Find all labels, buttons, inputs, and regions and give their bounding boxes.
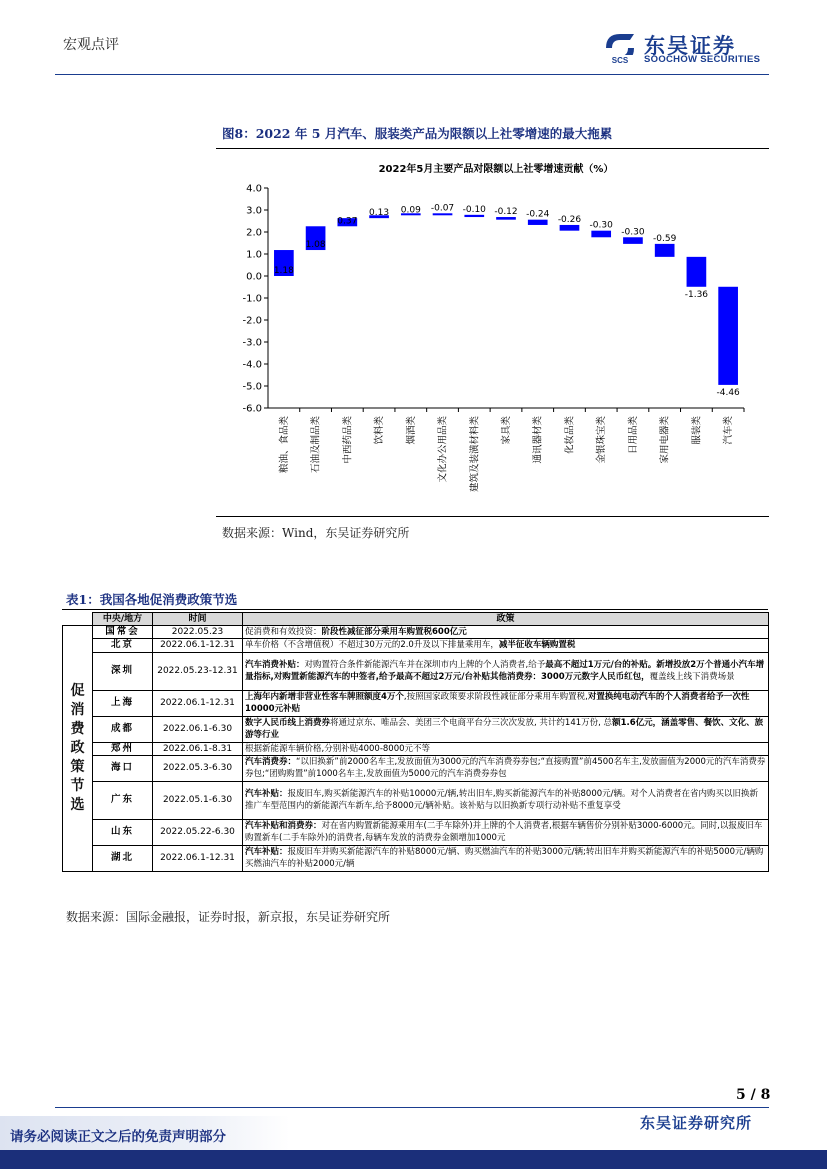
policy-cell: [243, 716, 769, 742]
chart-bar: [560, 225, 580, 231]
header-divider: [55, 74, 769, 75]
y-tick-label: -6.0: [242, 403, 262, 415]
policy-text: 促消费和有效投资：: [245, 627, 322, 637]
time-cell: 2022.06.1-6.30: [153, 716, 243, 742]
category-label: 服装类: [691, 416, 703, 445]
svg-text:SCS: SCS: [611, 56, 629, 65]
data-label: -0.12: [494, 207, 518, 218]
side-label-char: 节: [70, 777, 85, 794]
table-row: [63, 716, 769, 742]
side-label-char: 选: [70, 796, 85, 813]
side-label-char: 费: [70, 720, 85, 737]
policy-highlight: 阶段性减征部分乘用车购置税600亿元: [321, 627, 467, 637]
figure-source: 数据来源：Wind，东吴证券研究所: [222, 526, 410, 540]
category-label: 建筑及装潢材料类: [469, 416, 481, 493]
policy-text: 对在省内购置新能源乘用车(二手车除外)并上牌的个人消费者,根据车辆售价分别补贴3000-6000元。同时,以报废旧车购置新车(二手车除外)的消费者,每辆车发放的消费券金额增加1000元: [245, 821, 763, 844]
chart-bar: [623, 237, 643, 244]
side-label-char: 促: [70, 682, 85, 699]
table-row: [63, 755, 769, 781]
side-label-char: 政: [70, 739, 85, 756]
chart-bar: [496, 217, 516, 220]
data-label: -0.10: [462, 204, 486, 215]
region-cell: 北京: [93, 639, 153, 652]
region-cell: 海口: [93, 755, 153, 781]
time-cell: 2022.06.1-12.31: [153, 845, 243, 871]
policy-cell: [243, 742, 769, 755]
footer-disclaimer: 请务必阅读正文之后的免责声明部分: [10, 1129, 226, 1145]
data-label: -1.36: [684, 289, 709, 300]
region-cell: 深圳: [93, 652, 153, 690]
policy-highlight: 给予最高不超过2万元/台补贴: [378, 672, 490, 683]
policy-highlight: 额1.6亿元，涵盖零售、餐饮、文化、旅游等行业: [245, 717, 764, 741]
policy-text: 根据新能源车辆价格,分别补贴4000-8000元不等: [245, 743, 431, 754]
data-label: -0.24: [526, 209, 550, 220]
table-caption: 表1：我国各地促消费政策节选: [66, 592, 238, 607]
header-region: 中央/地方: [93, 613, 153, 626]
policy-highlight: 汽车消费补贴：: [245, 659, 305, 670]
table-header-row: [63, 613, 769, 626]
policy-cell: [243, 690, 769, 716]
policy-highlight: 汽车补贴：: [245, 847, 288, 858]
table-row: [63, 819, 769, 845]
y-tick-label: -4.0: [242, 359, 262, 371]
side-label-char: 消: [70, 701, 85, 718]
chart-plot-area: [242, 184, 744, 493]
report-type: 宏观点评: [63, 37, 119, 53]
region-cell: 郑州: [93, 742, 153, 755]
policy-highlight: 汽车补贴：: [245, 789, 288, 800]
category-label: 烟酒类: [405, 416, 417, 445]
logo-english-name: SOOCHOW SECURITIES: [644, 54, 761, 65]
chart-bar: [528, 220, 548, 225]
policy-cell: [243, 626, 769, 639]
table-row: [63, 845, 769, 871]
time-cell: 2022.05.22-6.30: [153, 819, 243, 845]
side-label-char: 策: [70, 758, 85, 775]
time-cell: 2022.05.23: [153, 626, 243, 639]
policy-highlight: 减半征收车辆购置税: [498, 640, 576, 651]
policy-highlight: 其他消费券：3000万元数字人民币红包，: [490, 672, 650, 683]
category-label: 家具类: [501, 416, 512, 445]
data-label: 1.18: [273, 266, 294, 276]
region-cell: 上海: [93, 690, 153, 716]
policy-cell: [243, 781, 769, 819]
policy-cell: [243, 845, 769, 871]
table-row: [63, 639, 769, 652]
category-label: 通讯器材类: [532, 416, 544, 464]
data-label: 0.09: [400, 205, 421, 216]
time-cell: 2022.06.1-12.31: [153, 690, 243, 716]
page-number: 5 / 8: [736, 1087, 771, 1103]
category-label: 粮油、食品类: [278, 416, 290, 474]
chart-title: 2022年5月主要产品对限额以上社零增速贡献（%）: [378, 164, 614, 175]
policy-text: “以旧换新”前2000名车主,发放面值为3000元的汽车消费券券包;“直接购置”前4500名车主,发放面值为2000元的汽车消费券券包;“团购购置”前1000名车主,发放面值为5000元的汽车消费券券包: [245, 757, 766, 780]
table-row: [63, 742, 769, 755]
policy-text: 单车价格（不含增值税）不超过30万元的2.0升及以下排量乘用车，: [245, 640, 499, 651]
data-label: -0.30: [621, 227, 645, 238]
policy-text: 报废旧车,购买新能源汽车的补贴10000元/辆,转出旧车,购买新能源汽车的补贴8000元/辆。对个人消费者在省内购买以旧换新推广车型范围内的新能源汽车新车,给予8000元/辆补贴。该补贴与以旧换新专项行动补贴不重复享受: [245, 789, 759, 812]
time-cell: 2022.06.1-12.31: [153, 639, 243, 652]
footer-band: [0, 1150, 827, 1169]
time-cell: 2022.05.23-12.31: [153, 652, 243, 690]
policy-text: ,按照国家政策要求阶段性减征部分乘用车购置税,: [403, 691, 588, 702]
category-label: 日用品类: [627, 416, 639, 455]
y-tick-label: -5.0: [242, 381, 262, 393]
region-cell: 湖北: [93, 845, 153, 871]
category-label: 饮料类: [374, 416, 386, 445]
table-source: 数据来源：国际金融报，证券时报，新京报，东吴证券研究所: [66, 910, 391, 924]
y-tick-label: 2.0: [246, 227, 262, 239]
chart-bar: [718, 287, 738, 385]
data-label: -0.30: [589, 220, 613, 231]
chart-bar: [687, 257, 707, 287]
y-tick-label: 3.0: [246, 205, 262, 217]
table-header-blank: [63, 613, 93, 626]
y-tick-label: 0.0: [246, 271, 262, 283]
data-label: -4.46: [716, 387, 740, 398]
data-label: 1.08: [305, 240, 326, 251]
policy-cell: [243, 755, 769, 781]
y-tick-label: 1.0: [246, 249, 262, 261]
policy-cell: [243, 819, 769, 845]
region-cell: 国常会: [93, 626, 153, 639]
figure-bottom-rule: [216, 516, 769, 517]
policy-text: 覆盖线上线下消费场景: [649, 672, 735, 683]
table-row: [63, 781, 769, 819]
region-cell: 广东: [93, 781, 153, 819]
category-label: 石油及制品类: [310, 416, 322, 474]
data-label: 0.37: [337, 216, 358, 227]
y-tick-label: -3.0: [242, 337, 262, 349]
header-policy: 政策: [243, 613, 769, 626]
footer-org: 东吴证券研究所: [640, 1114, 753, 1132]
category-label: 金银珠宝类: [596, 416, 608, 464]
footer-divider: [55, 1107, 769, 1108]
logo-mark-icon: [600, 28, 640, 68]
table-row: [63, 626, 769, 639]
chart-bar: [464, 215, 484, 217]
policy-highlight: 数字人民币线上消费券: [245, 717, 331, 728]
y-tick-label: -2.0: [242, 315, 262, 327]
data-label: 0.13: [369, 208, 390, 219]
time-cell: 2022.06.1-8.31: [153, 742, 243, 755]
region-cell: 成都: [93, 716, 153, 742]
chart-bar: [655, 244, 675, 257]
policy-text: 对购置符合条件新能源汽车并在深圳市内上牌的个人消费者,给予: [304, 659, 546, 670]
figure-caption: 图8：2022 年 5 月汽车、服装类产品为限额以上社零增速的最大拖累: [222, 126, 613, 141]
category-label: 化妆品类: [564, 416, 576, 455]
policy-text: 报废旧车并购买新能源汽车的补贴8000元/辆、购买燃油汽车的补贴3000元/辆;转出旧车并购买新能源汽车的补贴5000元/辆购买燃油汽车的补贴2000元/辆: [245, 847, 764, 870]
policy-highlight: 对置换纯电动汽车的个人消费者给予一次性10000元补贴: [245, 691, 750, 715]
data-label: -0.59: [653, 233, 677, 244]
data-label: -0.07: [430, 203, 455, 214]
category-label: 文化办公用品类: [437, 416, 449, 483]
data-label: -0.26: [557, 214, 582, 225]
category-label: 中西药品类: [342, 416, 354, 464]
time-cell: 2022.05.3-6.30: [153, 755, 243, 781]
policy-table: [62, 612, 769, 872]
region-cell: 山东: [93, 819, 153, 845]
chart-bar: [591, 231, 611, 238]
figure-top-rule: [216, 148, 769, 149]
y-tick-label: 4.0: [246, 183, 262, 195]
company-logo: [600, 28, 770, 70]
policy-highlight: 汽车消费券：: [245, 757, 297, 768]
category-label: 汽车类: [723, 416, 735, 445]
y-tick-label: -1.0: [242, 293, 262, 305]
policy-text: 将通过京东、唯品会、美团三个电商平台分三次次发放, 共计约141万份, 总: [330, 717, 613, 728]
policy-cell: [243, 639, 769, 652]
policy-cell: [243, 652, 769, 690]
table-top-rule: [62, 609, 768, 610]
chart-bar: [433, 213, 453, 215]
table-row: [63, 690, 769, 716]
waterfall-chart: [216, 150, 769, 514]
logo-chinese-name: 东吴证券: [644, 34, 736, 58]
time-cell: 2022.05.1-6.30: [153, 781, 243, 819]
table-side-label: [63, 626, 93, 872]
table-row: [63, 652, 769, 690]
policy-highlight: 汽车补贴和消费券：: [245, 821, 322, 832]
policy-highlight: 最高不超过1万元/台的补贴。新增投放2万个普通小汽车增量指标,对购置新能源汽车的中签者,: [245, 659, 765, 683]
category-label: 家用电器类: [659, 416, 671, 464]
policy-highlight: 上海年内新增非营业性客车牌照额度4万个: [245, 691, 404, 702]
header-time: 时间: [153, 613, 243, 626]
